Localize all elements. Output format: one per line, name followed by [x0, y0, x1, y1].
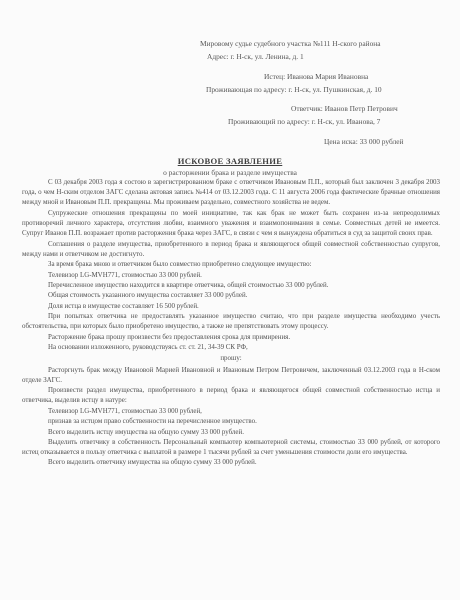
request-item: Телевизор LG-MVH771, стоимостью 33 000 рублей, [48, 406, 202, 415]
paragraph: Расторжение брака прошу произвести без предоставления срока для примирения. [48, 332, 291, 341]
request-item: Произвести раздел имущества, приобретенного в период брака и являющегося общей совместной собственностью истца и ответчика, выделив истцу в натуре: [22, 386, 440, 405]
paragraph: Перечисленное имущество находится в квартире ответчика, общей стоимостью 33 000 рублей. [48, 280, 329, 289]
paragraph: Соглашения о разделе имущества, приобретенного в период брака и являющегося общей совместной собственностью супругов, между нами и ответчиком не достигнуто. [22, 239, 440, 258]
document-body [22, 177, 440, 468]
paragraph: На основании изложенного, руководствуясь ст. ст. 21, 34-39 СК РФ, [48, 343, 248, 352]
plaintiff-address: Проживающая по адресу: г. Н-ск, ул. Пушкинская, д. 10 [206, 85, 382, 94]
document-subtitle: о расторжении брака и разделе имущества [163, 168, 297, 177]
defendant-name: Ответчик: Иванов Петр Петрович [291, 104, 398, 113]
defendant-address: Проживающий по адресу: г. Н-ск, ул. Иванова, 7 [228, 117, 381, 126]
court-address: Адрес: г. Н-ск, ул. Ленина, д. 1 [207, 52, 304, 61]
request-item: Расторгнуть брак между Ивановой Марией Ивановной и Ивановым Петром Петровичем, заключенный 03.12.2003 года в Н-ском отделе ЗАГС. [22, 365, 440, 384]
court-name: Мировому судье судебного участка №111 Н-ского района [200, 39, 381, 48]
plaintiff-name: Истец: Иванова Мария Ивановна [264, 72, 369, 81]
request-item: Всего выделить ответчику имущества на общую сумму 33 000 рублей. [48, 458, 257, 467]
paragraph: Телевизор LG-MVH771, стоимостью 33 000 рублей. [48, 270, 202, 279]
paragraph: Супружеские отношения прекращены по моей инициативе, так как брак не может быть сохранен из-за непреодолимых противоречий личного характера, отсутствия любви, взаимного уважения и взаимопонимания в семье. Совместных детей не имеется. Супруг Иванов П.П. возражает против расторжения брака через ЗАГС, в связи с чем я вынуждена обратиться в суд за защитой своих прав. [22, 208, 440, 238]
paragraph: Общая стоимость указанного имущества составляет 33 000 рублей. [48, 291, 248, 300]
prosit-heading: прошу: [220, 354, 242, 363]
request-item: признав за истцом право собственности на перечисленное имущество. [48, 417, 257, 426]
claim-price: Цена иска: 33 000 рублей [324, 137, 404, 146]
paragraph: За время брака мною и ответчиком было совместно приобретено следующее имущество: [48, 260, 312, 269]
document-title: ИСКОВОЕ ЗАЯВЛЕНИЕ [177, 156, 283, 166]
request-item: Выделить ответчику в собственность Персональный компьютер компьютерной системы, стоимостью 33 000 рублей, от которого истец отказывается в пользу ответчика с выплатой в размере 1 тысячи рублей за счет уменьшения стоимости доли его имущества. [22, 437, 440, 457]
paragraph: При попытках ответчика не предоставлять указанное имущество считаю, что при разделе имущества необходимо учесть обстоятельства, при которых было приобретено имущество, а также не препятствовать этому процессу. [22, 312, 440, 331]
paragraph: Доля истца в имуществе составляет 16 500 рублей. [48, 301, 199, 310]
request-item: Всего выделить истцу имущества на общую сумму 33 000 рублей. [48, 427, 244, 436]
paragraph: С 03 декабря 2003 года я состою в зарегистрированном браке с ответчиком Ивановым П.П., который был заключен 3 декабря 2003 года, о чем Н-ским отделом ЗАГС сделана актовая запись №414 от 03.12.2003 года. С 11 августа 2006 года фактические брачные отношения между мной и Ивановым П.П. прекращены. Мы проживаем раздельно, совместного хозяйства не ведем. [22, 178, 440, 207]
